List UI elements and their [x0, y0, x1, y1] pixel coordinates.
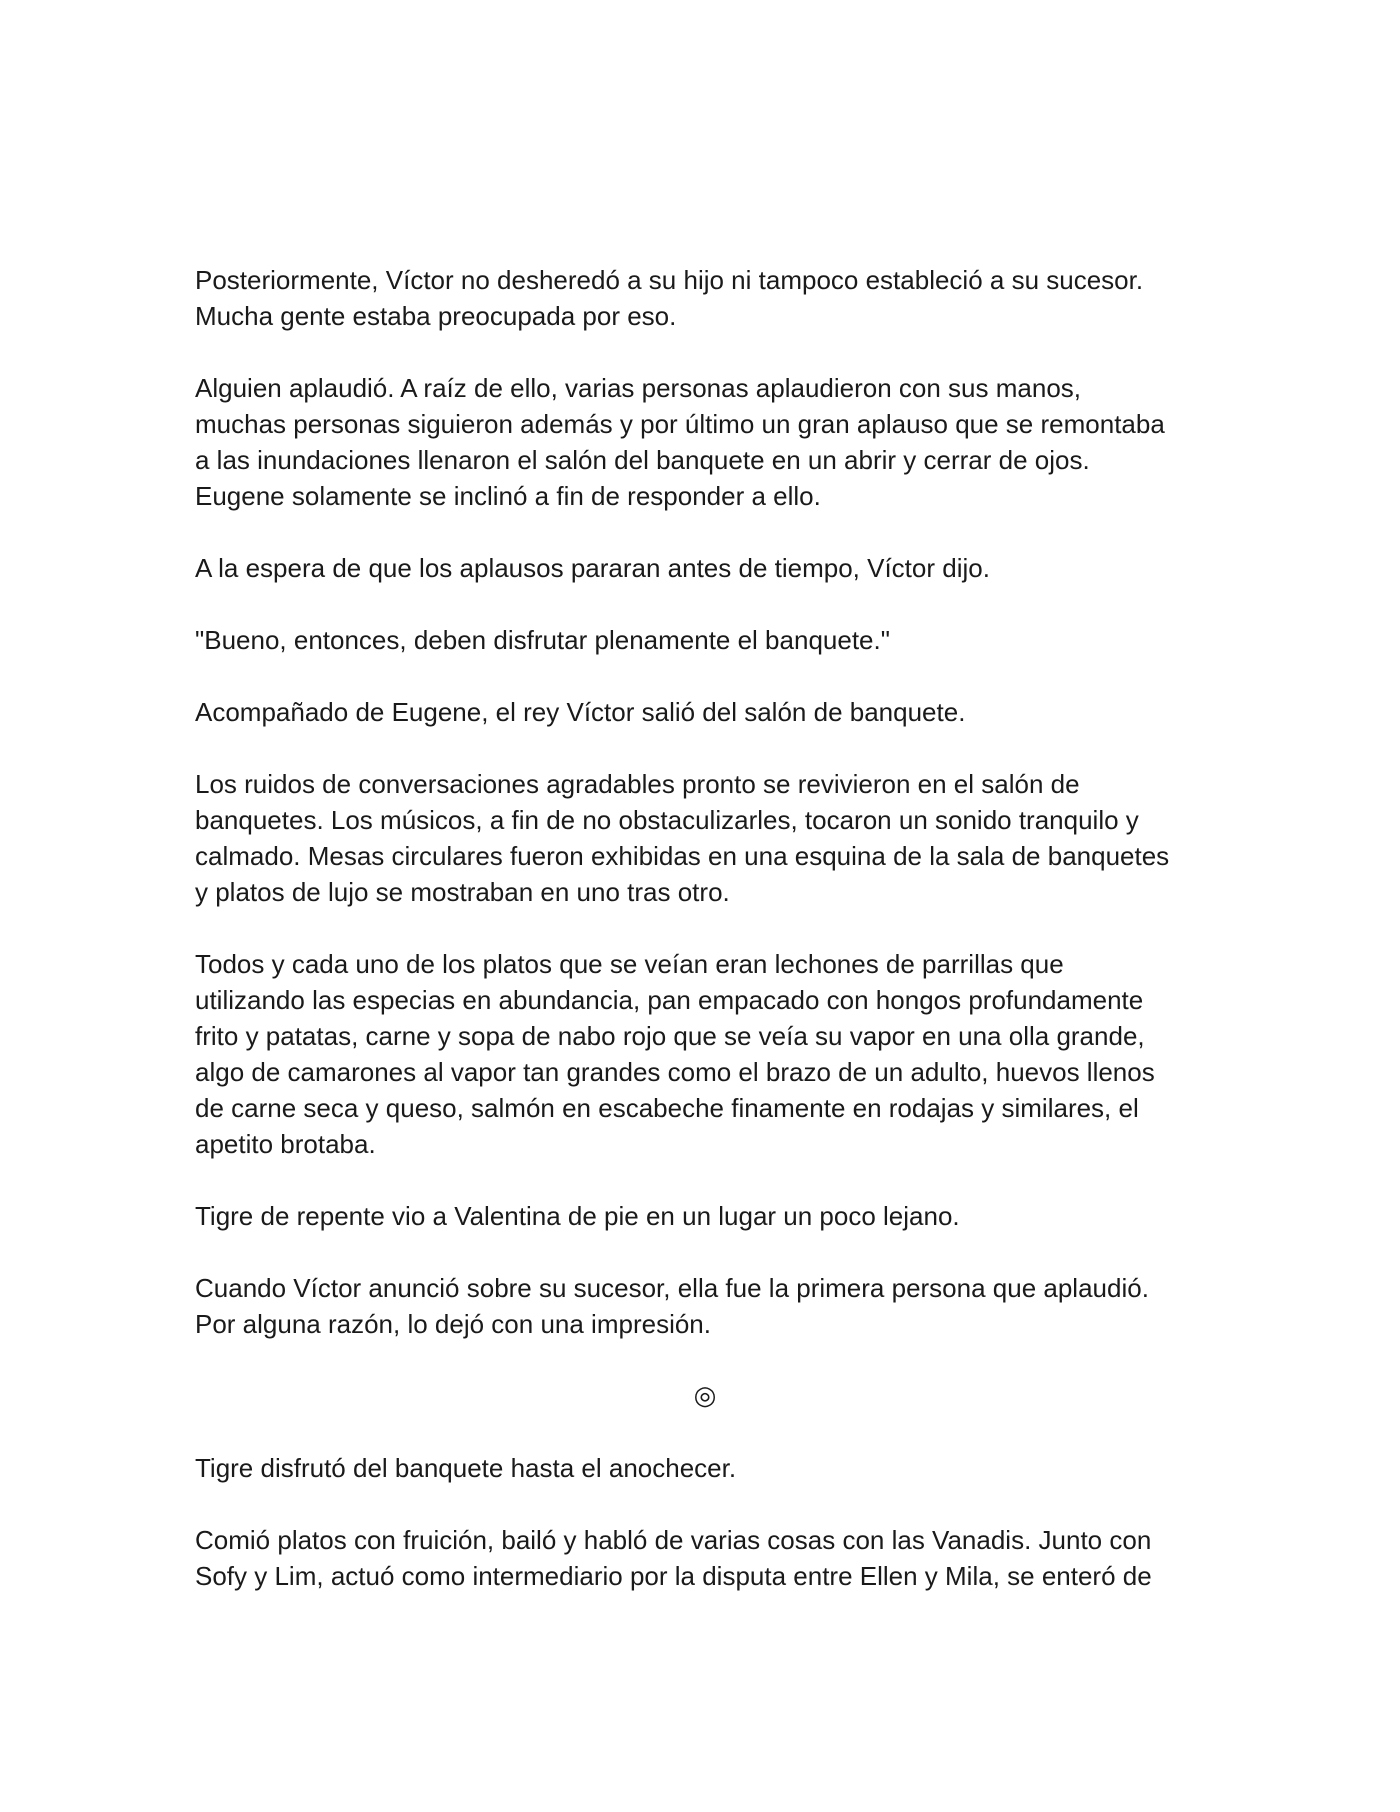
paragraph: Todos y cada uno de los platos que se veían eran lechones de parrillas que utilizando las especias en abundancia, pan empacado con hongos profundamente frito y patatas, carne y sopa de nabo rojo que se veía su vapor en una olla grande, algo de camarones al vapor tan grandes como el brazo de un adulto, huevos llenos de carne seca y queso, salmón en escabeche finamente en rodajas y similares, el apetito brotaba.: [195, 949, 1155, 1159]
paragraph: Los ruidos de conversaciones agradables pronto se revivieron en el salón de banquetes. Los músicos, a fin de no obstaculizarles, tocaron un sonido tranquilo y calmado. Mesas circulares fueron exhibidas en una esquina de la sala de banquetes y platos de lujo se mostraban en uno tras otro.: [195, 769, 1170, 907]
paragraph: Tigre de repente vio a Valentina de pie en un lugar un poco lejano.: [195, 1201, 960, 1231]
paragraph: "Bueno, entonces, deben disfrutar plenamente el banquete.": [195, 625, 890, 655]
paragraph: Comió platos con fruición, bailó y habló de varias cosas con las Vanadis. Junto con Sofy y Lim, actuó como intermediario por la disputa entre Ellen y Mila, se enteró de: [195, 1525, 1152, 1591]
paragraph: Acompañado de Eugene, el rey Víctor salió del salón de banquete.: [195, 697, 966, 727]
paragraph: Cuando Víctor anunció sobre su sucesor, ella fue la primera persona que aplaudió. Por alguna razón, lo dejó con una impresión.: [195, 1273, 1149, 1339]
document-body: [195, 262, 1215, 1630]
paragraph: A la espera de que los aplausos pararan antes de tiempo, Víctor dijo.: [195, 553, 990, 583]
paragraph: Alguien aplaudió. A raíz de ello, varias personas aplaudieron con sus manos, muchas personas siguieron además y por último un gran aplauso que se remontaba a las inundaciones llenaron el salón del banquete en un abrir y cerrar de ojos. Eugene solamente se inclinó a fin de responder a ello.: [195, 373, 1165, 511]
paragraph: Tigre disfrutó del banquete hasta el anochecer.: [195, 1453, 737, 1483]
paragraph: Posteriormente, Víctor no desheredó a su hijo ni tampoco estableció a su sucesor. Mucha gente estaba preocupada por eso.: [195, 265, 1144, 331]
section-separator-icon: ◎: [693, 1381, 717, 1411]
